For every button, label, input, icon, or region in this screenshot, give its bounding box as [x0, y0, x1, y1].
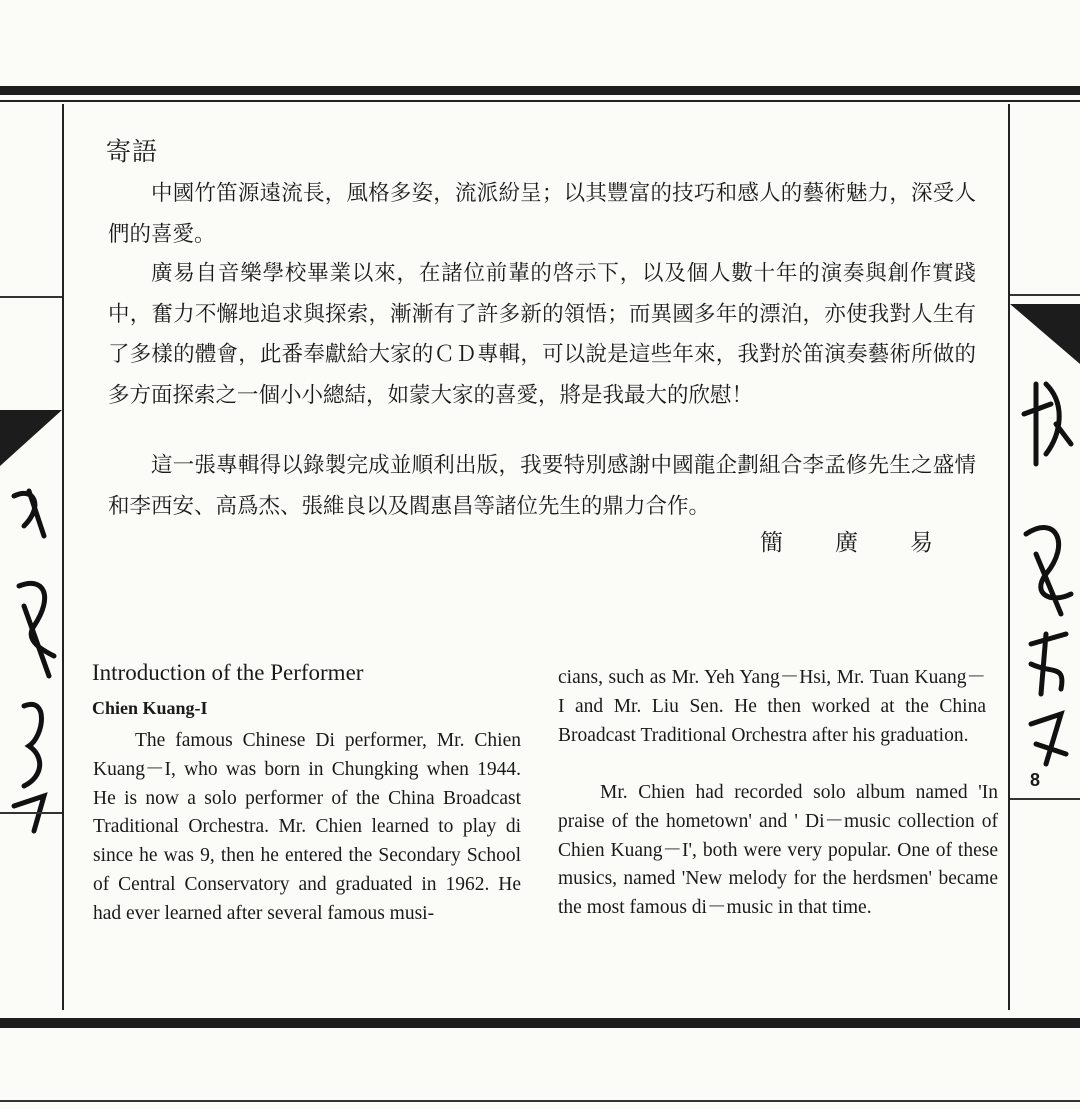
chinese-paragraph-3: 這一張專輯得以錄製完成並順利出版，我要特別感謝中國龍企劃組合李孟修先生之盛情和李西安、高爲杰、張維良以及閻惠昌等諸位先生的鼎力合作。 — [108, 453, 976, 519]
top-border-thin-rule — [0, 100, 1080, 102]
right-strip-divider — [1010, 294, 1080, 296]
left-calligraphy-image — [4, 476, 62, 836]
left-strip-divider — [0, 296, 62, 298]
english-column-right-p2: Mr. Chien had recorded solo album named 'In praise of the hometown' and ' Di－music collection of Chien Kuang－I', both were very popular. One of these musics, named 'New melody for the herdsmen' became the most famous di－music in that time. — [558, 782, 998, 919]
left-strip-divider-bottom — [0, 812, 62, 814]
chinese-paragraph-1: 中國竹笛源遠流長，風格多姿，流派紛呈；以其豐富的技巧和感人的藝術魅力，深受人們的喜愛。 — [108, 181, 976, 247]
performer-name: Chien Kuang-I — [92, 698, 208, 718]
english-heading: Introduction of the Performer — [92, 660, 364, 685]
left-corner-triangle — [0, 410, 62, 466]
top-border-rule — [0, 86, 1080, 95]
right-strip-divider-bottom — [1010, 798, 1080, 800]
english-column-right-p1: cians, such as Mr. Yeh Yang－Hsi, Mr. Tuan Kuang－I and Mr. Liu Sen. He then worked at the China Broadcast Traditional Orchestra after his graduation. — [558, 667, 986, 746]
bottom-border-thin-rule — [0, 1100, 1080, 1102]
bottom-border-rule — [0, 1018, 1080, 1028]
right-decorative-strip — [1010, 104, 1080, 1016]
right-calligraphy-image — [1016, 344, 1076, 774]
chinese-title: 寄語 — [106, 137, 159, 166]
page-number: 8 — [1030, 770, 1041, 790]
chinese-signature: 簡廣易 — [760, 530, 985, 556]
chinese-paragraph-2: 廣易自音樂學校畢業以來，在諸位前輩的啓示下，以及個人數十年的演奏與創作實踐中，奮力不懈地追求與探索，漸漸有了許多新的領悟；而異國多年的漂泊，亦使我對人生有了多樣的體會，此番奉獻給大家的ＣＤ專輯，可以說是這些年來，我對於笛演奏藝術所做的多方面探索之一個小小總結，如蒙大家的喜愛，將是我最大的欣慰！ — [108, 261, 976, 408]
english-column-left: The famous Chinese Di performer, Mr. Chien Kuang－I, who was born in Chungking when 1944. He is now a solo performer of the China Broadcast Traditional Orchestra. Mr. Chien learned to play di since he was 9, then he entered the Secondary School of Central Conservatory and graduated in 1962. He had ever learned after several famous musi- — [93, 730, 521, 924]
left-decorative-strip — [0, 104, 62, 1016]
